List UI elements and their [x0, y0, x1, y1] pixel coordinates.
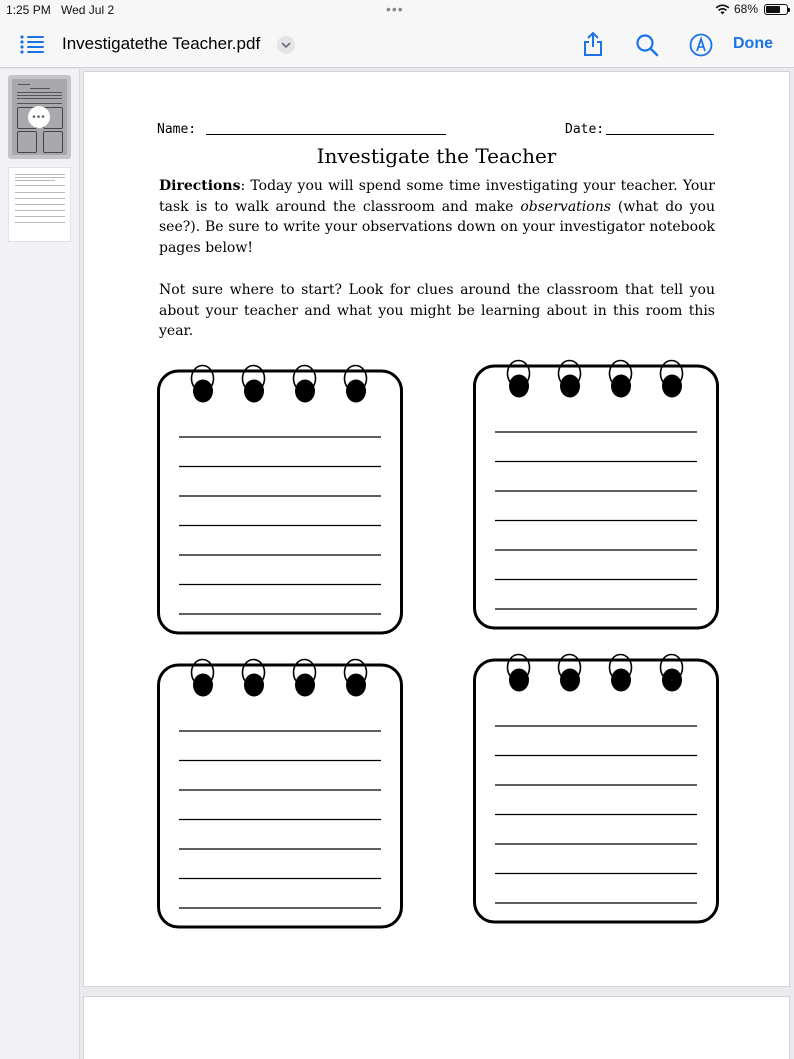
notebook-cover	[475, 366, 718, 628]
ring-hole	[611, 669, 631, 692]
notebook-2	[473, 354, 719, 630]
status-date: Wed Jul 2	[61, 3, 115, 17]
list-button[interactable]	[18, 32, 46, 56]
ring-hole	[662, 375, 682, 398]
notebook-4	[473, 648, 719, 924]
date-label: Date:	[565, 122, 605, 137]
tip-paragraph: Not sure where to start? Look for clues around the classroom that tell you about your teacher and what you might be learning about in this room this year.	[159, 282, 715, 340]
ring-hole	[295, 674, 315, 697]
ring-hole	[611, 375, 631, 398]
ring-hole	[346, 380, 366, 403]
search-button[interactable]	[634, 32, 660, 58]
page-thumbnail-1[interactable]	[8, 75, 71, 159]
ellipsis-icon[interactable]: •••	[28, 106, 50, 128]
multitasking-dots-icon[interactable]: •••	[386, 1, 404, 17]
notebook-1	[157, 359, 403, 635]
status-bar	[0, 0, 794, 20]
title-menu-button[interactable]	[277, 36, 295, 54]
notebook-drawing	[157, 359, 403, 635]
directions-text-2: (what do you see?). Be sure to write your observations down on your investigator notebook pages below!	[159, 198, 715, 257]
markup-icon	[689, 33, 713, 57]
notebook-drawing	[473, 648, 719, 924]
markup-button[interactable]	[688, 32, 714, 58]
ring-hole	[295, 380, 315, 403]
page-thumbnail-2[interactable]	[8, 167, 71, 242]
battery-fill	[766, 6, 780, 13]
thumbnail-sidebar[interactable]	[0, 69, 80, 1059]
ring-hole	[244, 380, 264, 403]
ring-hole	[509, 375, 529, 398]
name-label: Name:	[157, 122, 197, 137]
ring-hole	[193, 674, 213, 697]
ring-hole	[193, 380, 213, 403]
notebook-cover	[475, 660, 718, 922]
ring-hole	[560, 669, 580, 692]
share-button[interactable]	[580, 30, 606, 58]
directions-paragraph	[159, 176, 715, 259]
directions-emphasis: observations	[520, 198, 611, 215]
ring-hole	[560, 375, 580, 398]
document-title[interactable]: Investigatethe Teacher.pdf	[62, 34, 261, 53]
wifi-icon	[715, 4, 730, 15]
notebook-drawing	[157, 653, 403, 929]
pdf-page-1[interactable]	[84, 72, 789, 986]
battery-icon	[764, 4, 788, 15]
done-button[interactable]: Done	[733, 35, 773, 52]
notebook-cover	[159, 665, 402, 927]
name-line	[206, 134, 446, 135]
status-time: 1:25 PM	[6, 3, 51, 17]
notebook-drawing	[473, 354, 719, 630]
status-right	[715, 2, 788, 16]
ring-hole	[662, 669, 682, 692]
list-icon	[19, 34, 45, 54]
share-icon	[582, 31, 604, 57]
notebook-3	[157, 653, 403, 929]
search-icon	[635, 33, 659, 57]
worksheet-title: Investigate the Teacher	[316, 144, 557, 168]
toolbar	[0, 20, 794, 68]
ring-hole	[509, 669, 529, 692]
date-line	[606, 134, 714, 135]
battery-percent: 68%	[733, 2, 758, 16]
ring-hole	[244, 674, 264, 697]
directions-text-1: : Today you will spend some time investigating your teacher. Your task is to walk around the classroom and make	[159, 178, 715, 215]
directions-label: Directions	[159, 178, 241, 194]
ring-hole	[346, 674, 366, 697]
chevron-down-icon	[281, 42, 291, 48]
notebook-cover	[159, 371, 402, 633]
pdf-page-2[interactable]	[84, 997, 789, 1059]
